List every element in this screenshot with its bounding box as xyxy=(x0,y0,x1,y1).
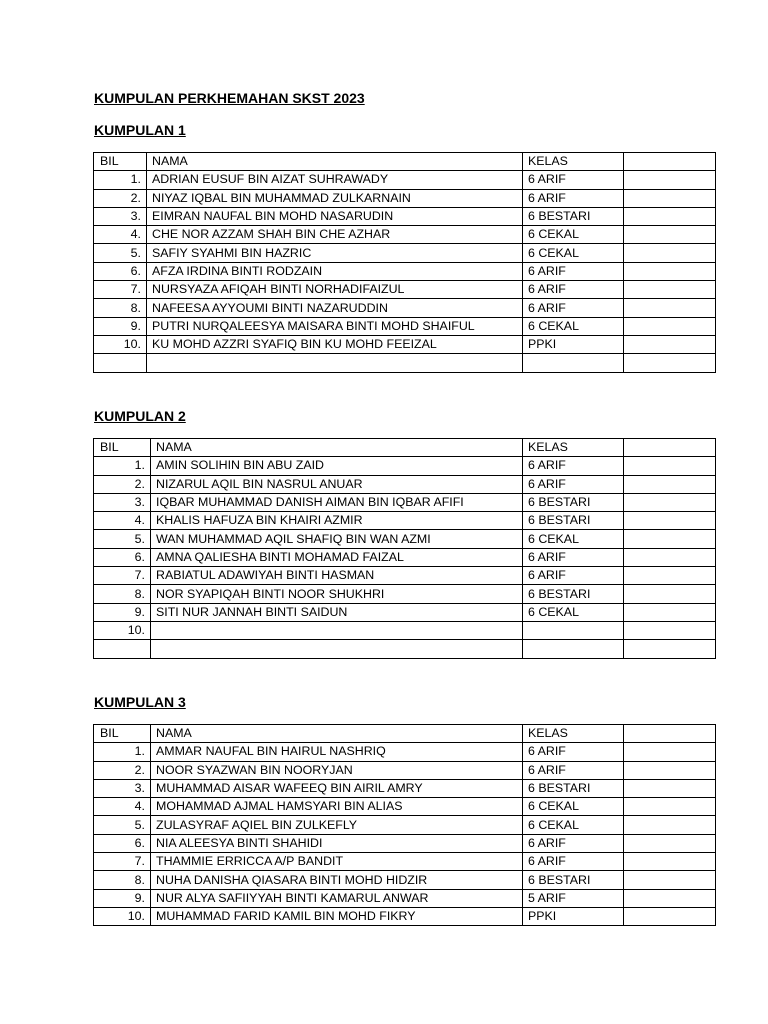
page-title: KUMPULAN PERKHEMAHAN SKST 2023 xyxy=(94,90,365,106)
kelas-cell: 6 CEKAL xyxy=(523,816,624,834)
table-row xyxy=(94,317,716,335)
nama-cell: NIYAZ IQBAL BIN MUHAMMAD ZULKARNAIN xyxy=(147,189,523,207)
extra-cell xyxy=(624,603,716,621)
table-row xyxy=(94,798,716,816)
table-row xyxy=(94,585,716,603)
header-nama-cell: NAMA xyxy=(147,153,523,171)
bil-cell xyxy=(94,354,147,372)
bil-cell: 3. xyxy=(94,207,147,225)
nama-cell: AMIN SOLIHIN BIN ABU ZAID xyxy=(151,457,523,475)
extra-cell xyxy=(624,743,716,761)
table-row xyxy=(94,335,716,353)
table-row xyxy=(94,871,716,889)
bil-cell: 2. xyxy=(94,761,151,779)
kelas-cell: 6 ARIF xyxy=(523,834,624,852)
bil-cell: 1. xyxy=(94,457,151,475)
kelas-cell: PPKI xyxy=(523,907,624,925)
kelas-cell xyxy=(523,354,624,372)
bil-cell: 6. xyxy=(94,262,147,280)
table-header-row xyxy=(94,439,716,457)
nama-cell: NIA ALEESYA BINTI SHAHIDI xyxy=(151,834,523,852)
extra-cell xyxy=(624,585,716,603)
kelas-cell: 6 ARIF xyxy=(523,743,624,761)
nama-cell xyxy=(151,621,523,639)
nama-cell xyxy=(147,354,523,372)
bil-cell: 6. xyxy=(94,834,151,852)
table-row xyxy=(94,189,716,207)
kelas-cell: 6 BESTARI xyxy=(523,493,624,511)
extra-cell xyxy=(624,889,716,907)
bil-cell: 9. xyxy=(94,317,147,335)
extra-cell xyxy=(624,226,716,244)
nama-cell: PUTRI NURQALEESYA MAISARA BINTI MOHD SHAIFUL xyxy=(147,317,523,335)
header-bil-cell: BIL xyxy=(94,725,151,743)
kelas-cell: 6 CEKAL xyxy=(523,317,624,335)
kelas-cell: 6 BESTARI xyxy=(523,585,624,603)
nama-cell: AFZA IRDINA BINTI RODZAIN xyxy=(147,262,523,280)
nama-cell: IQBAR MUHAMMAD DANISH AIMAN BIN IQBAR AFIFI xyxy=(151,493,523,511)
kelas-cell: 6 ARIF xyxy=(523,281,624,299)
kelas-cell: 6 ARIF xyxy=(523,299,624,317)
nama-cell: NAFEESA AYYOUMI BINTI NAZARUDDIN xyxy=(147,299,523,317)
table-row xyxy=(94,530,716,548)
extra-cell xyxy=(624,548,716,566)
header-kelas-cell: KELAS xyxy=(523,439,624,457)
kelas-cell: 6 BESTARI xyxy=(523,779,624,797)
nama-cell: SAFIY SYAHMI BIN HAZRIC xyxy=(147,244,523,262)
nama-cell: NOOR SYAZWAN BIN NOORYJAN xyxy=(151,761,523,779)
table-row xyxy=(94,761,716,779)
nama-cell: NIZARUL AQIL BIN NASRUL ANUAR xyxy=(151,475,523,493)
extra-cell xyxy=(624,354,716,372)
table-row xyxy=(94,262,716,280)
nama-cell: NUR ALYA SAFIIYYAH BINTI KAMARUL ANWAR xyxy=(151,889,523,907)
kelas-cell: 6 ARIF xyxy=(523,761,624,779)
nama-cell: AMNA QALIESHA BINTI MOHAMAD FAIZAL xyxy=(151,548,523,566)
kelas-cell: 6 ARIF xyxy=(523,171,624,189)
nama-cell xyxy=(151,640,523,658)
group-table xyxy=(93,724,716,926)
kelas-cell: 6 BESTARI xyxy=(523,871,624,889)
table-header-row xyxy=(94,725,716,743)
extra-cell xyxy=(624,907,716,925)
extra-cell xyxy=(624,530,716,548)
extra-cell xyxy=(624,816,716,834)
extra-cell xyxy=(624,621,716,639)
table-row xyxy=(94,171,716,189)
extra-cell xyxy=(624,834,716,852)
kelas-cell: 5 ARIF xyxy=(523,889,624,907)
table-row xyxy=(94,907,716,925)
header-kelas-cell: KELAS xyxy=(523,725,624,743)
kelas-cell: 6 ARIF xyxy=(523,548,624,566)
extra-cell xyxy=(624,475,716,493)
extra-cell xyxy=(624,244,716,262)
header-bil-cell: BIL xyxy=(94,153,147,171)
group-heading: KUMPULAN 3 xyxy=(94,694,186,710)
extra-cell xyxy=(624,299,716,317)
bil-cell: 5. xyxy=(94,816,151,834)
table-row xyxy=(94,603,716,621)
extra-cell xyxy=(624,317,716,335)
nama-cell: EIMRAN NAUFAL BIN MOHD NASARUDIN xyxy=(147,207,523,225)
header-nama-cell: NAMA xyxy=(151,725,523,743)
group-heading: KUMPULAN 2 xyxy=(94,408,186,424)
table-row xyxy=(94,512,716,530)
extra-cell xyxy=(624,171,716,189)
extra-cell xyxy=(624,262,716,280)
kelas-cell: 6 CEKAL xyxy=(523,798,624,816)
table-row xyxy=(94,853,716,871)
extra-cell xyxy=(624,640,716,658)
table-row xyxy=(94,640,716,658)
nama-cell: SITI NUR JANNAH BINTI SAIDUN xyxy=(151,603,523,621)
extra-cell xyxy=(624,189,716,207)
header-kelas-cell: KELAS xyxy=(523,153,624,171)
nama-cell: WAN MUHAMMAD AQIL SHAFIQ BIN WAN AZMI xyxy=(151,530,523,548)
kelas-cell: 6 CEKAL xyxy=(523,530,624,548)
bil-cell: 8. xyxy=(94,299,147,317)
extra-cell xyxy=(624,798,716,816)
extra-cell xyxy=(624,779,716,797)
extra-cell xyxy=(624,335,716,353)
extra-cell xyxy=(624,493,716,511)
header-nama-cell: NAMA xyxy=(151,439,523,457)
bil-cell: 1. xyxy=(94,171,147,189)
table-row xyxy=(94,567,716,585)
table-row xyxy=(94,299,716,317)
kelas-cell xyxy=(523,640,624,658)
kelas-cell xyxy=(523,621,624,639)
group-table xyxy=(93,438,716,659)
bil-cell: 2. xyxy=(94,189,147,207)
extra-cell xyxy=(624,853,716,871)
bil-cell: 1. xyxy=(94,743,151,761)
table-row xyxy=(94,889,716,907)
bil-cell: 5. xyxy=(94,244,147,262)
header-bil-cell: BIL xyxy=(94,439,151,457)
extra-cell xyxy=(624,457,716,475)
group-heading: KUMPULAN 1 xyxy=(94,122,186,138)
extra-cell xyxy=(624,207,716,225)
bil-cell: 7. xyxy=(94,281,147,299)
kelas-cell: 6 ARIF xyxy=(523,262,624,280)
bil-cell: 2. xyxy=(94,475,151,493)
table-row xyxy=(94,621,716,639)
nama-cell: THAMMIE ERRICCA A/P BANDIT xyxy=(151,853,523,871)
table-row xyxy=(94,244,716,262)
bil-cell: 3. xyxy=(94,493,151,511)
table-row xyxy=(94,475,716,493)
kelas-cell: 6 CEKAL xyxy=(523,244,624,262)
nama-cell: NUHA DANISHA QIASARA BINTI MOHD HIDZIR xyxy=(151,871,523,889)
bil-cell: 10. xyxy=(94,335,147,353)
kelas-cell: 6 ARIF xyxy=(523,475,624,493)
kelas-cell: PPKI xyxy=(523,335,624,353)
kelas-cell: 6 ARIF xyxy=(523,853,624,871)
bil-cell: 8. xyxy=(94,585,151,603)
table-row xyxy=(94,548,716,566)
nama-cell: MOHAMMAD AJMAL HAMSYARI BIN ALIAS xyxy=(151,798,523,816)
table-body xyxy=(94,153,716,373)
extra-cell xyxy=(624,871,716,889)
table-row xyxy=(94,493,716,511)
bil-cell: 7. xyxy=(94,853,151,871)
kelas-cell: 6 BESTARI xyxy=(523,207,624,225)
nama-cell: KHALIS HAFUZA BIN KHAIRI AZMIR xyxy=(151,512,523,530)
bil-cell: 4. xyxy=(94,226,147,244)
bil-cell xyxy=(94,640,151,658)
kelas-cell: 6 ARIF xyxy=(523,189,624,207)
kelas-cell: 6 CEKAL xyxy=(523,603,624,621)
bil-cell: 8. xyxy=(94,871,151,889)
nama-cell: NURSYAZA AFIQAH BINTI NORHADIFAIZUL xyxy=(147,281,523,299)
extra-cell xyxy=(624,567,716,585)
bil-cell: 6. xyxy=(94,548,151,566)
kelas-cell: 6 ARIF xyxy=(523,457,624,475)
table-row xyxy=(94,354,716,372)
table-row xyxy=(94,816,716,834)
nama-cell: RABIATUL ADAWIYAH BINTI HASMAN xyxy=(151,567,523,585)
table-row xyxy=(94,743,716,761)
kelas-cell: 6 ARIF xyxy=(523,567,624,585)
header-extra-cell xyxy=(624,439,716,457)
table-row xyxy=(94,207,716,225)
bil-cell: 4. xyxy=(94,512,151,530)
bil-cell: 10. xyxy=(94,907,151,925)
nama-cell: CHE NOR AZZAM SHAH BIN CHE AZHAR xyxy=(147,226,523,244)
bil-cell: 10. xyxy=(94,621,151,639)
table-row xyxy=(94,834,716,852)
table-body xyxy=(94,725,716,926)
nama-cell: NOR SYAPIQAH BINTI NOOR SHUKHRI xyxy=(151,585,523,603)
header-extra-cell xyxy=(624,725,716,743)
group-table xyxy=(93,152,716,373)
table-row xyxy=(94,226,716,244)
extra-cell xyxy=(624,761,716,779)
header-extra-cell xyxy=(624,153,716,171)
bil-cell: 3. xyxy=(94,779,151,797)
bil-cell: 4. xyxy=(94,798,151,816)
nama-cell: ADRIAN EUSUF BIN AIZAT SUHRAWADY xyxy=(147,171,523,189)
table-row xyxy=(94,457,716,475)
table-row xyxy=(94,281,716,299)
bil-cell: 9. xyxy=(94,889,151,907)
table-body xyxy=(94,439,716,659)
nama-cell: AMMAR NAUFAL BIN HAIRUL NASHRIQ xyxy=(151,743,523,761)
nama-cell: KU MOHD AZZRI SYAFIQ BIN KU MOHD FEEIZAL xyxy=(147,335,523,353)
nama-cell: ZULASYRAF AQIEL BIN ZULKEFLY xyxy=(151,816,523,834)
bil-cell: 5. xyxy=(94,530,151,548)
nama-cell: MUHAMMAD FARID KAMIL BIN MOHD FIKRY xyxy=(151,907,523,925)
bil-cell: 7. xyxy=(94,567,151,585)
kelas-cell: 6 CEKAL xyxy=(523,226,624,244)
extra-cell xyxy=(624,281,716,299)
extra-cell xyxy=(624,512,716,530)
nama-cell: MUHAMMAD AISAR WAFEEQ BIN AIRIL AMRY xyxy=(151,779,523,797)
table-header-row xyxy=(94,153,716,171)
kelas-cell: 6 BESTARI xyxy=(523,512,624,530)
table-row xyxy=(94,779,716,797)
bil-cell: 9. xyxy=(94,603,151,621)
